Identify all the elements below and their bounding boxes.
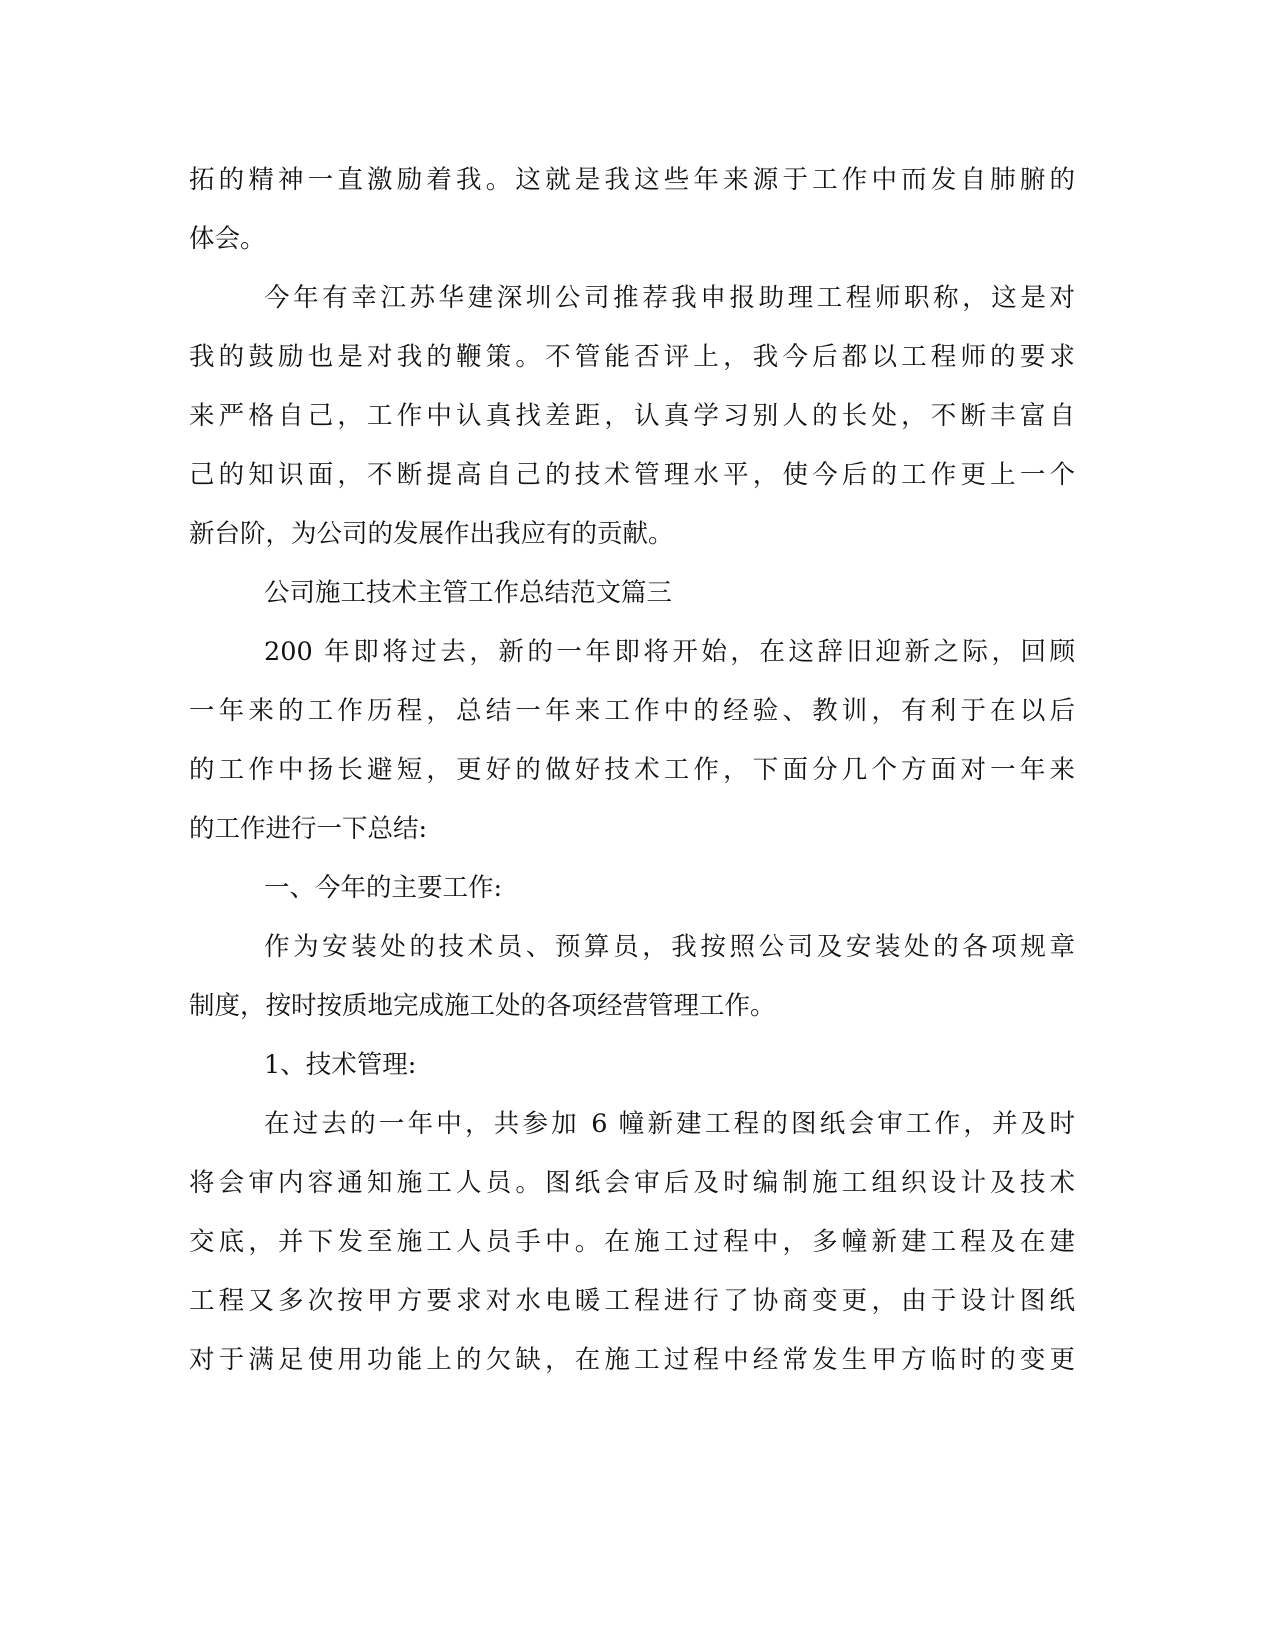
text-line: 一年来的工作历程，总结一年来工作中的经验、教训，有利于在以后: [189, 696, 1075, 726]
text-line: 交底，并下发至施工人员手中。在施工过程中，多幢新建工程及在建: [189, 1227, 1075, 1257]
text-line: 新台阶，为公司的发展作出我应有的贡献。: [189, 519, 674, 549]
paragraph-first-line: 200 年即将过去，新的一年即将开始，在这辞旧迎新之际，回顾: [264, 637, 1075, 667]
subsection-heading: 一、今年的主要工作:: [264, 873, 503, 903]
text-line: 的工作中扬长避短，更好的做好技术工作，下面分几个方面对一年来: [189, 755, 1075, 785]
text-line: 拓的精神一直激励着我。这就是我这些年来源于工作中而发自肺腑的: [189, 165, 1075, 195]
text-line: 己的知识面，不断提高自己的技术管理水平，使今后的工作更上一个: [189, 460, 1075, 490]
paragraph-first-line: 在过去的一年中，共参加 6 幢新建工程的图纸会审工作，并及时: [264, 1109, 1075, 1139]
subsection-heading: 1、技术管理:: [264, 1050, 417, 1080]
section-heading: 公司施工技术主管工作总结范文篇三: [264, 578, 673, 608]
paragraph-first-line: 作为安装处的技术员、预算员，我按照公司及安装处的各项规章: [264, 932, 1075, 962]
text-line: 工程又多次按甲方要求对水电暖工程进行了协商变更，由于设计图纸: [189, 1286, 1075, 1316]
text-line: 对于满足使用功能上的欠缺，在施工过程中经常发生甲方临时的变更: [189, 1345, 1075, 1375]
text-line: 将会审内容通知施工人员。图纸会审后及时编制施工组织设计及技术: [189, 1168, 1075, 1198]
text-line: 我的鼓励也是对我的鞭策。不管能否评上，我今后都以工程师的要求: [189, 342, 1075, 372]
text-line: 体会。: [189, 224, 266, 254]
text-line: 来严格自己，工作中认真找差距，认真学习别人的长处，不断丰富自: [189, 401, 1075, 431]
text-line: 制度，按时按质地完成施工处的各项经营管理工作。: [189, 991, 776, 1021]
paragraph-first-line: 今年有幸江苏华建深圳公司推荐我申报助理工程师职称，这是对: [264, 283, 1075, 313]
text-line: 的工作进行一下总结:: [189, 814, 428, 844]
